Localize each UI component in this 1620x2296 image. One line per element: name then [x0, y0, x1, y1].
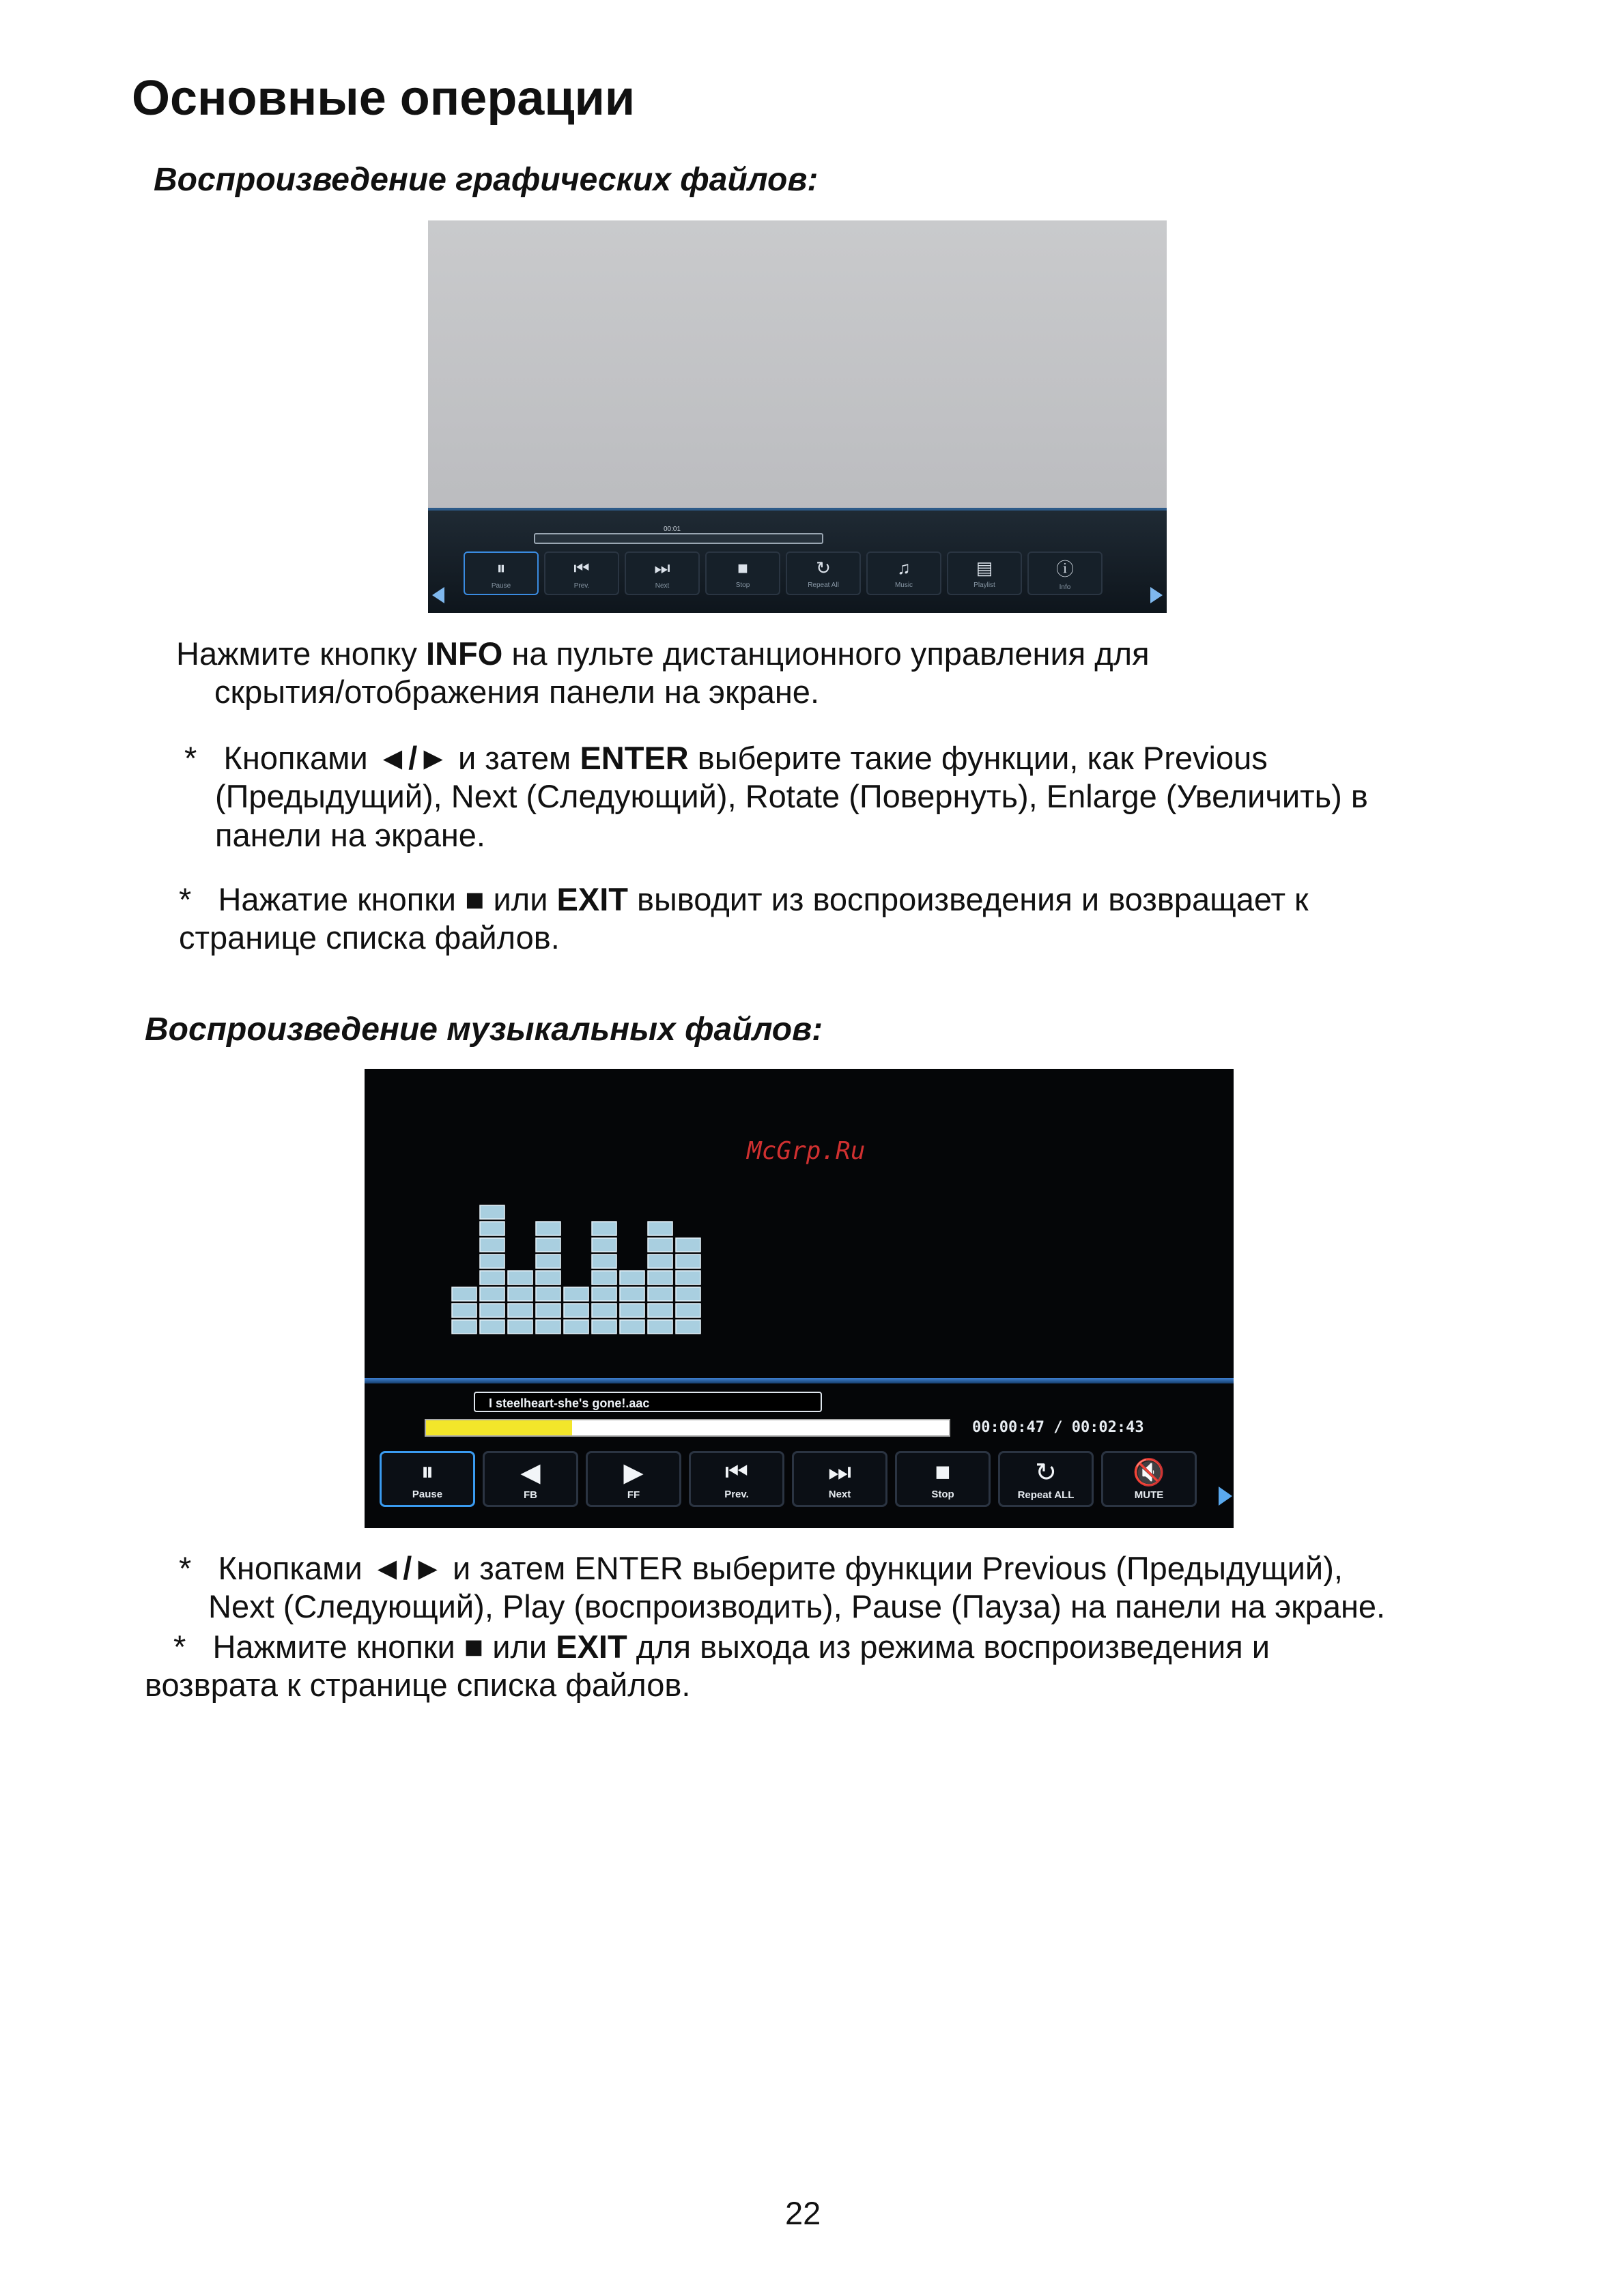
equalizer-cell — [508, 1320, 532, 1334]
equalizer-cell — [536, 1287, 560, 1301]
divider — [365, 1378, 1234, 1383]
equalizer-cell — [676, 1254, 700, 1268]
track-title: I steelheart-she's gone!.aac — [474, 1392, 822, 1412]
photo-next-button[interactable] — [625, 551, 700, 595]
equalizer-cell — [620, 1304, 644, 1317]
equalizer-cell — [648, 1254, 672, 1268]
music-prev-button[interactable] — [689, 1451, 784, 1507]
equalizer-cell — [536, 1304, 560, 1317]
music-section-heading: Воспроизведение музыкальных файлов: — [145, 1011, 823, 1048]
photo-nav-instruction: * Кнопками ◄/► и затем ENTER выберите такие функции, как Previous (Предыдущий), Next (Следующий), Rotate (Повернуть), Enlarge (Увеличить) в панели на экране. — [184, 740, 1368, 853]
button-label: Stop — [735, 582, 750, 589]
equalizer-cell — [480, 1222, 505, 1235]
equalizer-cell — [648, 1222, 672, 1235]
button-label: Prev. — [724, 1489, 749, 1500]
button-label: Pause — [491, 582, 511, 590]
music-progress-fill — [426, 1420, 572, 1435]
equalizer-cell — [452, 1287, 477, 1301]
equalizer-cell — [648, 1238, 672, 1252]
equalizer-cell — [676, 1287, 700, 1301]
button-label: FF — [627, 1489, 640, 1501]
info-icon: ⓘ — [1055, 559, 1074, 579]
equalizer-cell — [592, 1271, 616, 1285]
music-player-screenshot — [365, 1069, 1234, 1528]
button-label: Next — [655, 582, 670, 590]
equalizer-cell — [480, 1205, 505, 1219]
button-label: Next — [828, 1489, 851, 1500]
next-icon: ⏭ — [827, 1458, 852, 1487]
photo-control-buttons — [464, 551, 1103, 595]
equalizer-cell — [508, 1304, 532, 1317]
button-label: Prev. — [573, 582, 590, 590]
equalizer-cell — [620, 1271, 644, 1285]
equalizer-cell — [648, 1304, 672, 1317]
photo-pause-button[interactable] — [464, 551, 539, 595]
equalizer-cell — [592, 1222, 616, 1235]
prev-icon: ⏮ — [573, 557, 590, 578]
equalizer-cell — [480, 1320, 505, 1334]
music-repeat-all-button[interactable] — [998, 1451, 1094, 1507]
music-control-buttons — [380, 1451, 1197, 1507]
photo-exit-instruction: * Нажатие кнопки ■ или EXIT выводит из воспроизведения и возвращает к странице списка файлов. — [179, 881, 1309, 956]
stop-icon: ■ — [737, 558, 748, 578]
equalizer-cell — [564, 1320, 588, 1334]
mute-icon: 🔇 — [1133, 1458, 1165, 1487]
music-stop-button[interactable] — [895, 1451, 991, 1507]
equalizer-cell — [480, 1287, 505, 1301]
photo-control-bar — [428, 508, 1167, 613]
equalizer-cell — [592, 1254, 616, 1268]
button-label: Info — [1059, 584, 1071, 591]
nav-right-arrow-icon[interactable] — [1219, 1487, 1232, 1506]
button-label: Playlist — [974, 582, 995, 589]
equalizer-cell — [592, 1287, 616, 1301]
equalizer-cell — [452, 1320, 477, 1334]
rewind-icon: ◀ — [520, 1459, 541, 1487]
equalizer-cell — [648, 1287, 672, 1301]
equalizer-cell — [676, 1320, 700, 1334]
equalizer-cell — [648, 1320, 672, 1334]
equalizer-cell — [648, 1271, 672, 1285]
equalizer-cell — [480, 1304, 505, 1317]
photo-time: 00:01 — [664, 526, 681, 533]
stop-icon: ■ — [935, 1458, 951, 1487]
repeat-icon: ↻ — [816, 558, 831, 578]
button-label: FB — [524, 1489, 537, 1501]
playlist-icon: ▤ — [976, 558, 993, 578]
photo-player-screenshot — [428, 220, 1167, 613]
photo-info-instruction: Нажмите кнопку INFO на пульте дистанционного управления для скрытия/отображения панели на экране. — [176, 635, 1150, 711]
music-time: 00:00:47 / 00:02:43 — [972, 1419, 1144, 1436]
equalizer-cell — [452, 1304, 477, 1317]
page-title: Основные операции — [132, 71, 636, 126]
photo-music-button[interactable] — [866, 551, 941, 595]
photo-section-heading: Воспроизведение графических файлов: — [154, 162, 819, 198]
music-nav-instruction: * Кнопками ◄/► и затем ENTER выберите функции Previous (Предыдущий), Next (Следующий), Play (воспроизводить), Pause (Пауза) на панели на экране. — [179, 1550, 1386, 1625]
music-exit-instruction: * Нажмите кнопки ■ или EXIT для выхода из режима воспроизведения и возврата к странице списка файлов. — [145, 1628, 1270, 1704]
equalizer-visualizer — [365, 1069, 1234, 1355]
equalizer-cell — [508, 1271, 532, 1285]
equalizer-cell — [536, 1222, 560, 1235]
photo-progress-bar — [534, 533, 823, 544]
repeat-icon: ↻ — [1035, 1459, 1057, 1487]
equalizer-cell — [676, 1304, 700, 1317]
equalizer-cell — [676, 1271, 700, 1285]
photo-stop-button[interactable] — [705, 551, 780, 595]
nav-right-arrow-icon[interactable] — [1150, 587, 1163, 603]
nav-left-arrow-icon[interactable] — [432, 587, 444, 603]
pause-icon: ⏸ — [496, 557, 506, 578]
music-mute-button[interactable] — [1101, 1451, 1197, 1507]
equalizer-cell — [480, 1271, 505, 1285]
equalizer-cell — [508, 1287, 532, 1301]
photo-repeat-all-button[interactable] — [786, 551, 861, 595]
photo-info-button[interactable] — [1027, 551, 1103, 595]
photo-playlist-button[interactable] — [947, 551, 1022, 595]
pause-icon: ⏸ — [421, 1458, 434, 1487]
equalizer-cell — [536, 1238, 560, 1252]
equalizer-cell — [592, 1238, 616, 1252]
equalizer-cell — [536, 1254, 560, 1268]
music-next-button[interactable] — [792, 1451, 887, 1507]
button-label: Pause — [412, 1489, 443, 1500]
equalizer-cell — [480, 1254, 505, 1268]
equalizer-cell — [676, 1238, 700, 1252]
music-ff-button[interactable] — [586, 1451, 681, 1507]
button-label: Repeat All — [808, 582, 839, 589]
equalizer-cell — [480, 1238, 505, 1252]
button-label: Stop — [931, 1489, 954, 1500]
equalizer-cell — [564, 1287, 588, 1301]
page-number: 22 — [785, 2195, 821, 2231]
button-label: Repeat ALL — [1017, 1489, 1075, 1501]
watermark: McGrp.Ru — [747, 1137, 866, 1165]
music-icon: ♫ — [897, 558, 911, 578]
photo-prev-button[interactable] — [544, 551, 619, 595]
music-pause-button[interactable] — [380, 1451, 475, 1507]
equalizer-cell — [620, 1320, 644, 1334]
equalizer-cell — [620, 1287, 644, 1301]
equalizer-cell — [592, 1304, 616, 1317]
equalizer-cell — [536, 1320, 560, 1334]
button-label: MUTE — [1134, 1489, 1164, 1501]
equalizer-cell — [536, 1271, 560, 1285]
button-label: Music — [894, 582, 913, 589]
music-progress-bar[interactable] — [425, 1419, 950, 1437]
music-fb-button[interactable] — [483, 1451, 578, 1507]
equalizer-cell — [592, 1320, 616, 1334]
next-icon: ⏭ — [654, 557, 670, 578]
prev-icon: ⏮ — [724, 1458, 749, 1487]
forward-icon: ▶ — [623, 1459, 644, 1487]
equalizer-cell — [564, 1304, 588, 1317]
